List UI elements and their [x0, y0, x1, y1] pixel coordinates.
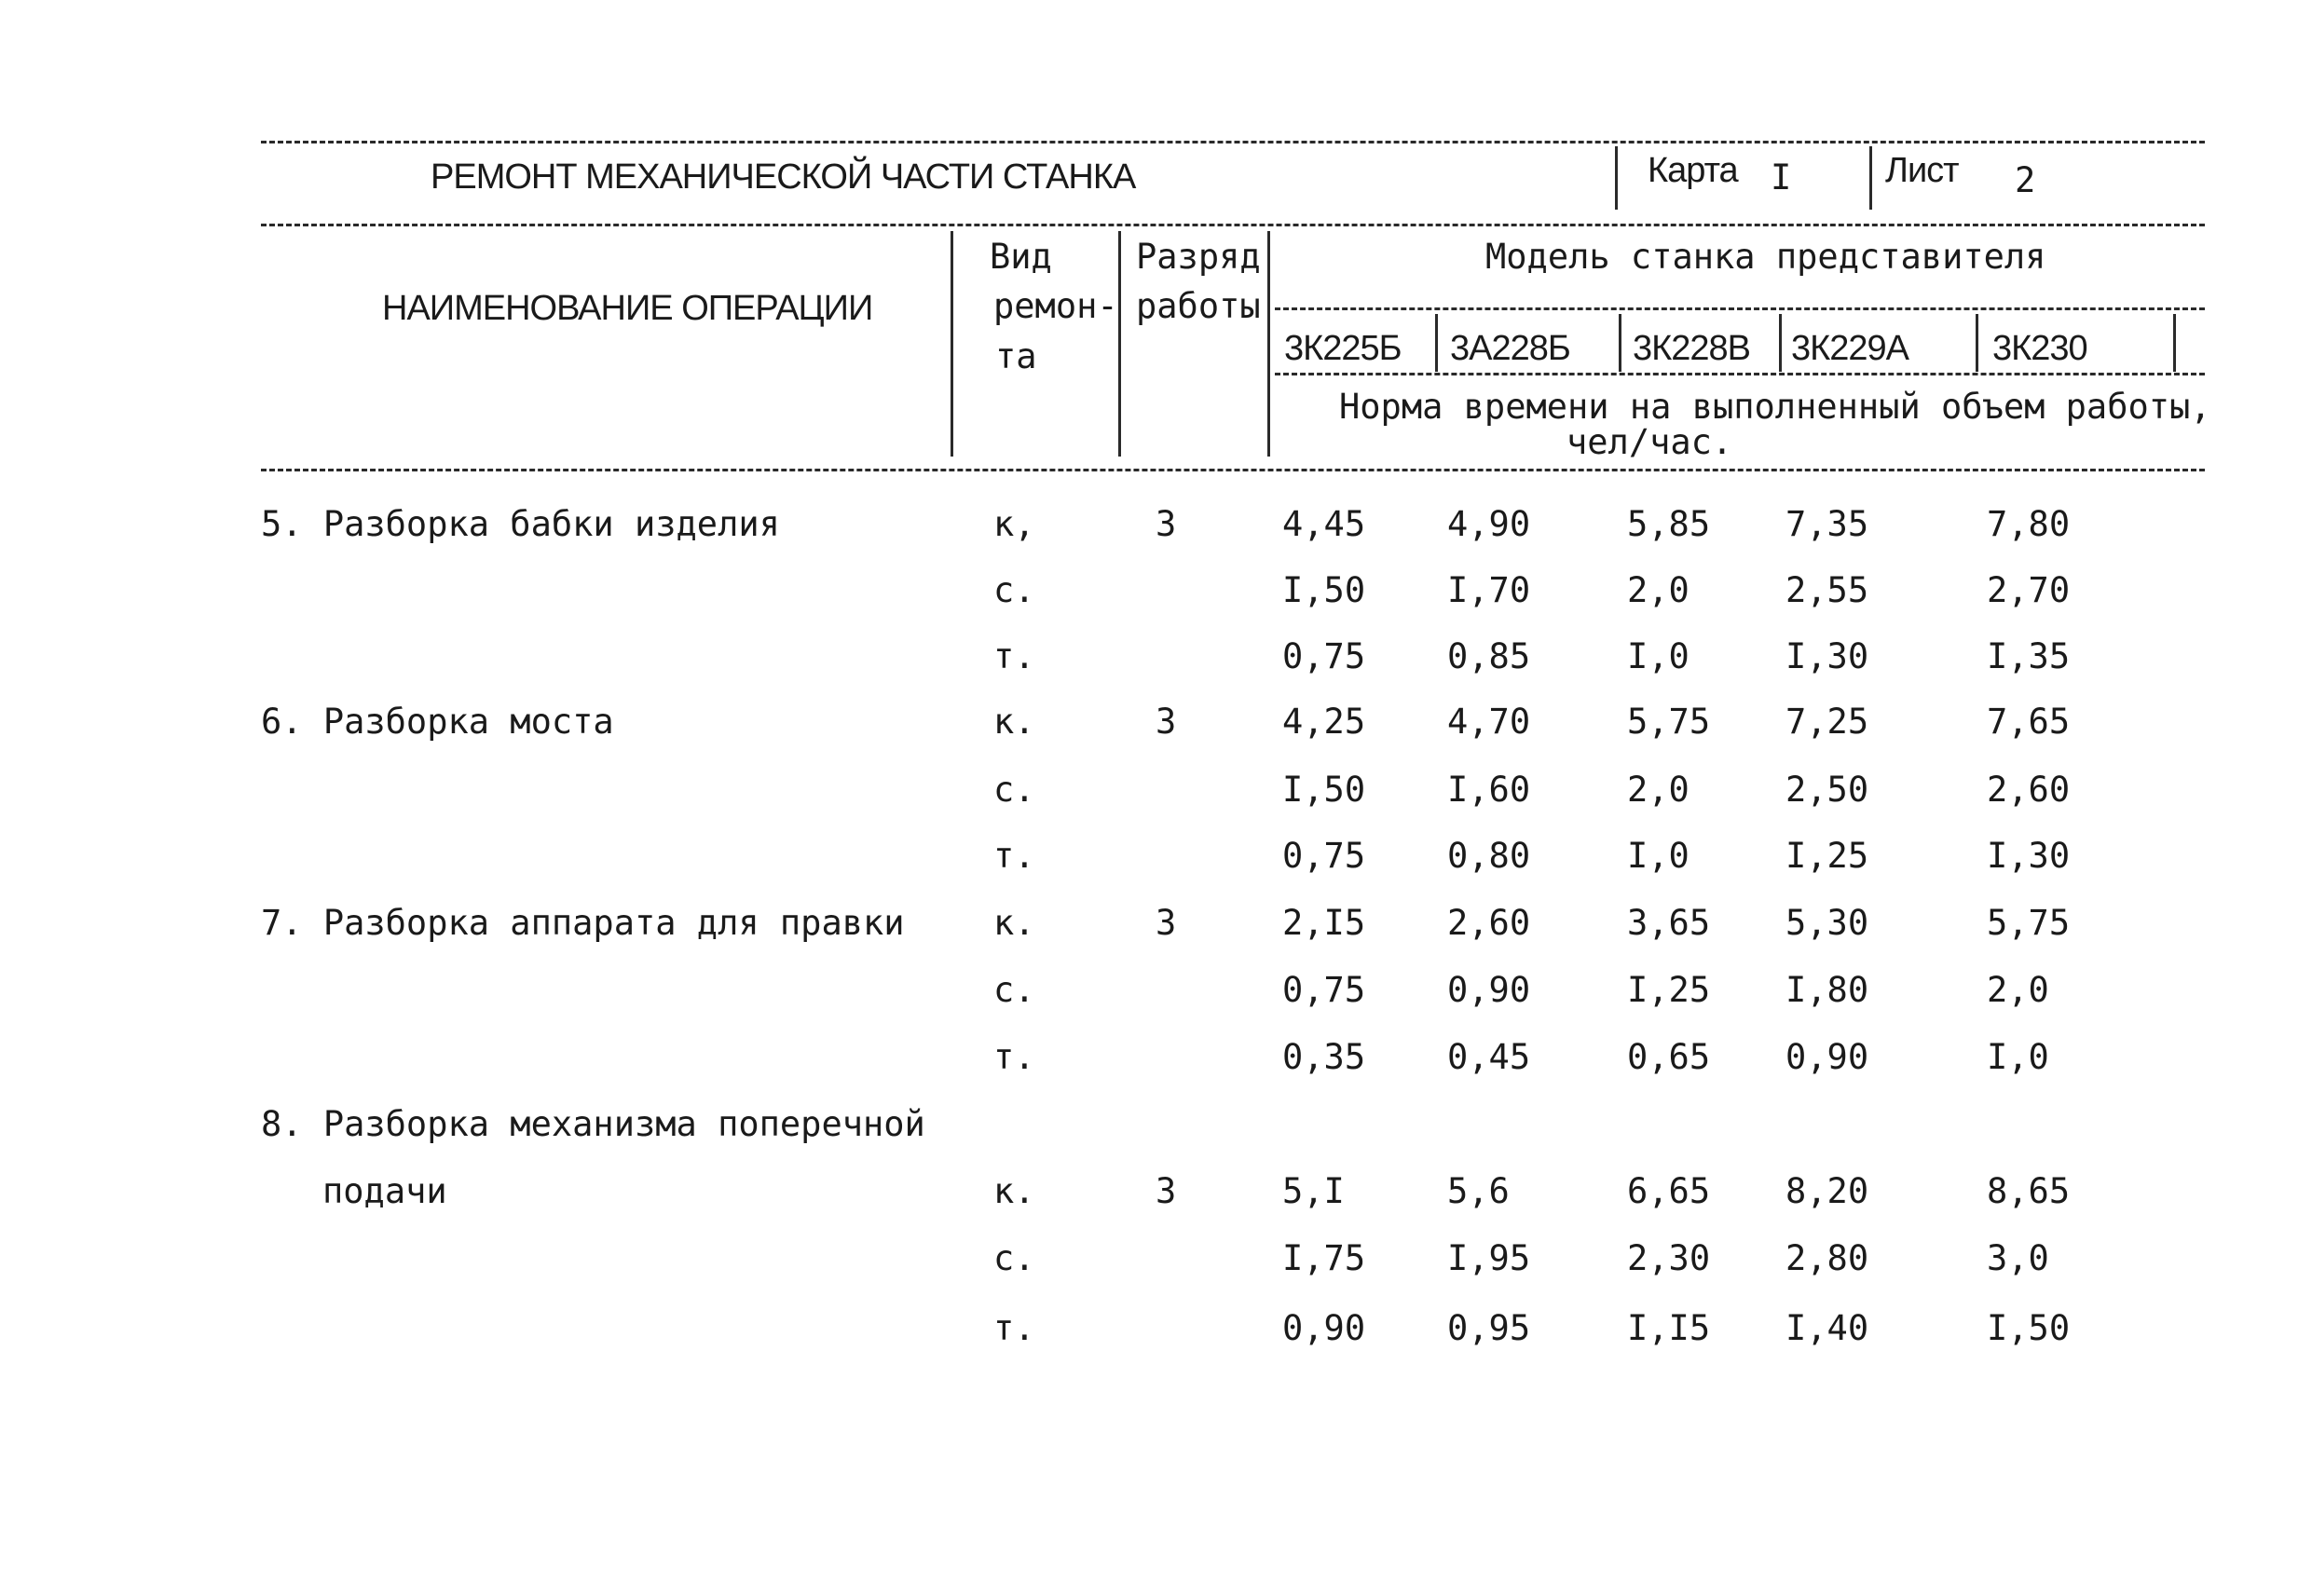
time-norm-value: 2,80 [1785, 1238, 1869, 1278]
time-norm-value: 0,75 [1282, 836, 1366, 876]
card-value: I [1771, 157, 1792, 198]
operation-name: 5. Разборка бабки изделия [261, 504, 780, 544]
time-norm-value: 0,90 [1447, 970, 1531, 1010]
time-norm-value: I,50 [1282, 570, 1366, 610]
time-norm-value: I,35 [1987, 636, 2071, 676]
card-divider [1615, 146, 1618, 210]
time-norm-value: I,0 [1627, 636, 1690, 676]
model-header-2: 3А228Б [1450, 329, 1570, 368]
time-norm-value: I,40 [1785, 1308, 1869, 1348]
model-header-3: 3К228В [1633, 329, 1751, 368]
model-divider-1 [1435, 314, 1438, 372]
operation-column-header: НАИМЕНОВАНИЕ ОПЕРАЦИИ [382, 289, 873, 328]
time-norm-value: 0,90 [1785, 1037, 1869, 1077]
grade-header-2: работы [1136, 286, 1261, 326]
repair-type-header-3: та [995, 336, 1037, 376]
grade-value: 3 [1156, 1171, 1177, 1211]
time-norm-value: I,80 [1785, 970, 1869, 1010]
time-norm-value: 7,25 [1785, 702, 1869, 742]
time-norm-value: I,25 [1785, 836, 1869, 876]
operation-name: подачи [322, 1171, 447, 1211]
column-divider-3 [1267, 231, 1270, 457]
grade-value: 3 [1156, 903, 1177, 943]
time-norm-value: 7,65 [1987, 702, 2071, 742]
time-norm-value: I,0 [1987, 1037, 2049, 1077]
header-rule [261, 224, 2205, 226]
repair-type-value: с. [993, 1238, 1035, 1278]
time-norm-value: 2,I5 [1282, 903, 1366, 943]
time-norm-value: 5,30 [1785, 903, 1869, 943]
time-norm-value: 4,25 [1282, 702, 1366, 742]
repair-type-value: т. [993, 636, 1035, 676]
model-divider-3 [1779, 314, 1782, 372]
norm-header-line-1: Норма времени на выполненный объем работы, [1339, 387, 2211, 427]
repair-type-value: с. [993, 970, 1035, 1010]
time-norm-value: 7,35 [1785, 504, 1869, 544]
time-norm-value: 2,0 [1987, 970, 2049, 1010]
column-divider-1 [951, 231, 953, 457]
time-norm-value: 0,85 [1447, 636, 1531, 676]
model-subheader-rule [1275, 307, 2205, 310]
repair-type-value: к, [993, 504, 1035, 544]
time-norm-value: 5,75 [1987, 903, 2071, 943]
card-label: Карта [1648, 151, 1738, 190]
time-norm-value: 5,75 [1627, 702, 1711, 742]
time-norm-value: 3,65 [1627, 903, 1711, 943]
repair-type-value: с. [993, 770, 1035, 810]
time-norm-value: I,30 [1785, 636, 1869, 676]
repair-type-header-2: ремон- [993, 286, 1118, 326]
header-bottom-rule [261, 469, 2205, 471]
time-norm-value: I,50 [1282, 770, 1366, 810]
time-norm-value: I,50 [1987, 1308, 2071, 1348]
grade-value: 3 [1156, 702, 1177, 742]
repair-type-header-1: Вид [990, 237, 1052, 277]
operation-name: 6. Разборка моста [261, 702, 614, 742]
model-divider-5 [2173, 314, 2176, 372]
time-norm-value: I,60 [1447, 770, 1531, 810]
time-norm-value: 0,75 [1282, 636, 1366, 676]
time-norm-value: 2,30 [1627, 1238, 1711, 1278]
grade-value: 3 [1156, 504, 1177, 544]
time-norm-value: 0,75 [1282, 970, 1366, 1010]
operation-name: 7. Разборка аппарата для правки [261, 903, 905, 943]
time-norm-value: 2,60 [1987, 770, 2071, 810]
time-norm-value: 2,70 [1987, 570, 2071, 610]
time-norm-value: 2,0 [1627, 770, 1690, 810]
operation-name: 8. Разборка механизма поперечной [261, 1104, 925, 1144]
time-norm-value: 0,35 [1282, 1037, 1366, 1077]
model-header-5: 3К230 [1992, 329, 2087, 368]
repair-type-value: т. [993, 1037, 1035, 1077]
model-divider-4 [1976, 314, 1978, 372]
time-norm-value: I,70 [1447, 570, 1531, 610]
repair-type-value: к. [993, 1171, 1035, 1211]
time-norm-value: I,75 [1282, 1238, 1366, 1278]
time-norm-value: 8,65 [1987, 1171, 2071, 1211]
sheet-value: 2 [2015, 160, 2036, 200]
time-norm-value: 0,95 [1447, 1308, 1531, 1348]
repair-type-value: т. [993, 836, 1035, 876]
time-norm-value: 5,I [1282, 1171, 1345, 1211]
time-norm-value: 2,55 [1785, 570, 1869, 610]
repair-type-value: к. [993, 903, 1035, 943]
time-norm-value: 0,65 [1627, 1037, 1711, 1077]
repair-type-value: т. [993, 1308, 1035, 1348]
time-norm-value: I,30 [1987, 836, 2071, 876]
time-norm-value: 5,85 [1627, 504, 1711, 544]
time-norm-value: I,0 [1627, 836, 1690, 876]
sheet-divider [1869, 146, 1872, 210]
document-title: РЕМОНТ МЕХАНИЧЕСКОЙ ЧАСТИ СТАНКА [431, 157, 1136, 197]
norm-header-line-2: чел/час. [1566, 422, 1733, 462]
model-divider-2 [1619, 314, 1621, 372]
time-norm-value: 0,80 [1447, 836, 1531, 876]
time-norm-value: 4,70 [1447, 702, 1531, 742]
column-divider-2 [1118, 231, 1121, 457]
model-header-4: 3К229А [1791, 329, 1909, 368]
top-rule [261, 141, 2205, 143]
time-norm-value: I,95 [1447, 1238, 1531, 1278]
time-norm-value: I,I5 [1627, 1308, 1711, 1348]
time-norm-value: 0,90 [1282, 1308, 1366, 1348]
repair-type-value: с. [993, 570, 1035, 610]
repair-type-value: к. [993, 702, 1035, 742]
model-group-header: Модель станка представителя [1485, 237, 2046, 277]
time-norm-value: 4,45 [1282, 504, 1366, 544]
time-norm-value: 5,6 [1447, 1171, 1510, 1211]
time-norm-value: 3,0 [1987, 1238, 2049, 1278]
time-norm-value: 2,50 [1785, 770, 1869, 810]
time-norm-value: 2,0 [1627, 570, 1690, 610]
time-norm-value: I,25 [1627, 970, 1711, 1010]
time-norm-value: 4,90 [1447, 504, 1531, 544]
model-header-1: 3К225Б [1284, 329, 1402, 368]
time-norm-value: 2,60 [1447, 903, 1531, 943]
time-norm-value: 0,45 [1447, 1037, 1531, 1077]
model-row-rule [1275, 373, 2205, 375]
sheet-label: Лист [1885, 151, 1959, 190]
time-norm-value: 6,65 [1627, 1171, 1711, 1211]
grade-header-1: Разряд [1136, 237, 1261, 277]
time-norm-value: 8,20 [1785, 1171, 1869, 1211]
time-norm-value: 7,80 [1987, 504, 2071, 544]
